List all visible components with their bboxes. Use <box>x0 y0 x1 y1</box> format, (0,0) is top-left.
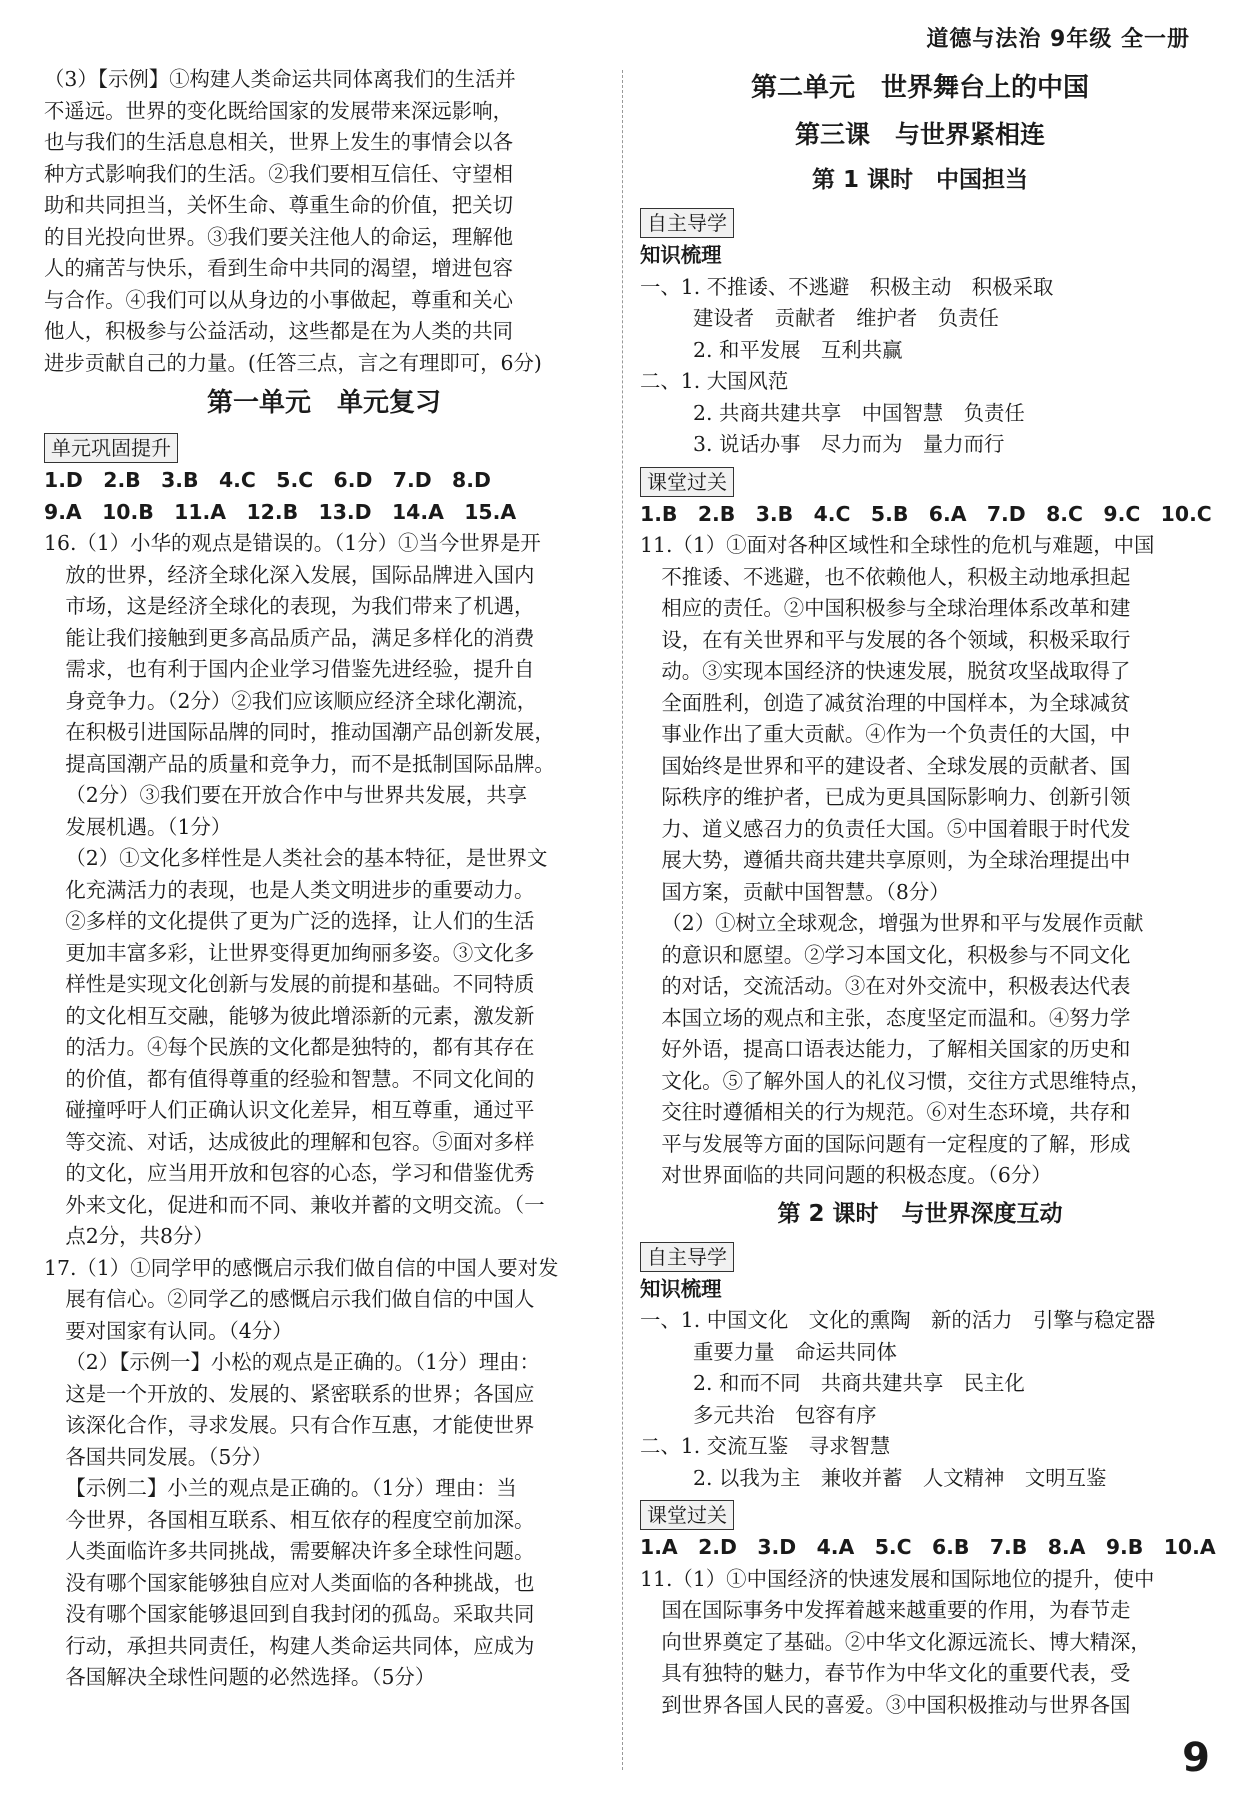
text-line: 提高国潮产品的质量和竞争力，而不是抵制国际品牌。 <box>65 751 555 776</box>
unit-title: 第二单元 世界舞台上的中国 <box>750 73 1089 103</box>
text-line: 力、道义感召力的负责任大国。⑤中国着眼于时代发 <box>661 816 1131 841</box>
knowledge-line: 3. 说话办事 尽力而为 量力而行 <box>693 432 1005 456</box>
period2-title: 第 2 课时 与世界深度互动 <box>777 1200 1063 1227</box>
text-line: （2）【示例一】小松的观点是正确的。（1分）理由： <box>65 1350 540 1374</box>
text-line: 外来文化，促进和而不同、兼收并蓄的文明交流。（一 <box>65 1192 545 1217</box>
choice-answers: 1.D 2.B 3.B 4.C 5.C 6.D 7.D 8.D <box>44 468 491 492</box>
text-line: 的价值，都有值得尊重的经验和智慧。不同文化间的 <box>65 1066 535 1091</box>
text-line: 放的世界，经济全球化深入发展，国际品牌进入国内 <box>65 562 535 587</box>
knowledge-line: 二、1. 大国风范 <box>640 369 789 393</box>
section-tag-review: 单元巩固提升 <box>44 433 178 463</box>
knowledge-line: 2. 共商共建共享 中国智慧 负责任 <box>693 400 1025 425</box>
choice-answers: 1.A 2.D 3.D 4.A 5.C 6.B 7.B 8.A 9.B 10.A <box>640 1535 1216 1559</box>
knowledge-line: 建设者 贡献者 维护者 负责任 <box>693 306 999 330</box>
text-line: 也与我们的生活息息相关，世界上发生的事情会以各 <box>44 130 513 154</box>
text-line: 交往时遵循相关的行为规范。⑥对生态环境，共存和 <box>661 1100 1131 1124</box>
text-line: 市场，这是经济全球化的表现，为我们带来了机遇， <box>65 594 535 618</box>
choice-answers: 9.A 10.B 11.A 12.B 13.D 14.A 15.A <box>44 499 517 524</box>
column-divider <box>622 70 623 1770</box>
text-line: 国始终是世界和平的建设者、全球发展的贡献者、国 <box>661 753 1131 778</box>
text-line: 的活力。④每个民族的文化都是独特的，都有其存在 <box>65 1035 535 1059</box>
text-line: 展有信心。②同学乙的感慨启示我们做自信的中国人 <box>65 1287 535 1311</box>
right-column <box>640 64 1216 1721</box>
text-line: 各国解决全球性问题的必然选择。（5分） <box>65 1665 436 1689</box>
text-line: 11.（1）①面对各种区域性和全球性的危机与难题，中国 <box>640 533 1155 557</box>
text-line: （2）①树立全球观念，增强为世界和平与发展作贡献 <box>661 911 1144 935</box>
text-line: 没有哪个国家能够退回到自我封闭的孤岛。采取共同 <box>65 1602 535 1626</box>
text-line: 等交流、对话，达成彼此的理解和包容。⑤面对多样 <box>65 1129 535 1154</box>
q17-answer <box>44 1253 604 1694</box>
knowledge-line: 2. 以我为主 兼收并蓄 人文精神 文明互鉴 <box>693 1465 1107 1490</box>
text-line: 需求，也有利于国内企业学习借鉴先进经验，提升自 <box>65 657 535 681</box>
knowledge-line: 二、1. 交流互鉴 寻求智慧 <box>640 1434 891 1458</box>
text-line: 展大势，遵循共商共建共享原则，为全球治理提出中 <box>661 848 1131 872</box>
knowledge-line: 重要力量 命运共同体 <box>693 1339 897 1364</box>
text-line: 助和共同担当，关怀生命、尊重生命的价值，把关切 <box>44 193 513 217</box>
text-line: ②多样的文化提供了更为广泛的选择，让人们的生活 <box>65 909 535 933</box>
text-line: 平与发展等方面的国际问题有一定程度的了解，形成 <box>661 1131 1131 1156</box>
text-line: 的文化相互交融，能够为彼此增添新的元素，激发新 <box>65 1003 535 1028</box>
text-line: 的意识和愿望。②学习本国文化，积极参与不同文化 <box>661 942 1131 967</box>
text-line: 文化。⑤了解外国人的礼仪习惯，交往方式思维特点， <box>661 1068 1151 1093</box>
knowledge-line: 多元共治 包容有序 <box>693 1402 877 1427</box>
text-line: 人的痛苦与快乐，看到生命中共同的渴望，增进包容 <box>44 256 513 280</box>
section-tag-self-study: 自主导学 <box>640 1242 734 1272</box>
text-line: 种方式影响我们的生活。②我们要相互信任、守望相 <box>44 161 513 186</box>
q16-answer <box>44 528 604 1253</box>
text-line: 进步贡献自己的力量。(任答三点，言之有理即可，6分) <box>44 350 542 375</box>
text-line: 化充满活力的表现，也是人类文明进步的重要动力。 <box>65 877 535 902</box>
section-tag-class: 课堂过关 <box>640 467 734 497</box>
text-line: 身竞争力。（2分）②我们应该顺应经济全球化潮流， <box>65 688 538 713</box>
text-line: 要对国家有认同。（4分） <box>65 1318 293 1343</box>
period1-title: 第 1 课时 中国担当 <box>811 167 1029 193</box>
text-line: 他人，积极参与公益活动，这些都是在为人类的共同 <box>44 319 513 343</box>
knowledge-heading: 知识梳理 <box>640 243 722 267</box>
text-line: 动。③实现本国经济的快速发展，脱贫攻坚战取得了 <box>661 659 1131 683</box>
text-line: 没有哪个国家能够独自应对人类面临的各种挑战，也 <box>65 1570 535 1595</box>
choice-answers: 1.B 2.B 3.B 4.C 5.B 6.A 7.D 8.C 9.C 10.C <box>640 501 1212 526</box>
q3-answer <box>44 64 604 379</box>
text-line: 的文化，应当用开放和包容的心态，学习和借鉴优秀 <box>65 1161 535 1185</box>
text-line: 对世界面临的共同问题的积极态度。（6分） <box>661 1163 1052 1187</box>
text-line: 本国立场的观点和主张，态度坚定而温和。④努力学 <box>661 1005 1131 1030</box>
p1-q11-answer <box>640 530 1200 1192</box>
text-line: 全面胜利，创造了减贫治理的中国样本，为全球减贫 <box>661 690 1131 715</box>
text-line: 碰撞呼吁人们正确认识文化差异，相互尊重，通过平 <box>65 1098 535 1122</box>
text-line: 16.（1）小华的观点是错误的。（1分）①当今世界是开 <box>44 531 541 555</box>
text-line: 更加丰富多彩，让世界变得更加绚丽多姿。③文化多 <box>65 940 535 965</box>
knowledge-line: 2. 和而不同 共商共建共享 民主化 <box>693 1371 1025 1395</box>
knowledge-line: 2. 和平发展 互利共赢 <box>693 337 903 362</box>
text-line: 发展机遇。（1分） <box>65 814 232 839</box>
text-line: 向世界奠定了基础。②中华文化源远流长、博大精深， <box>661 1629 1151 1654</box>
text-line: 的对话，交流活动。③在对外交流中，积极表达代表 <box>661 974 1131 998</box>
text-line: 这是一个开放的、发展的、紧密联系的世界；各国应 <box>65 1381 535 1406</box>
knowledge-line: 一、1. 不推诿、不逃避 积极主动 积极采取 <box>640 274 1054 299</box>
knowledge-line: 一、1. 中国文化 文化的熏陶 新的活力 引擎与稳定器 <box>640 1308 1156 1332</box>
unit-review-title: 第一单元 单元复习 <box>206 388 441 418</box>
text-line: （3）【示例】①构建人类命运共同体离我们的生活并 <box>44 67 516 91</box>
text-line: 不遥远。世界的变化既给国家的发展带来深远影响， <box>44 98 513 123</box>
text-line: 样性是实现文化创新与发展的前提和基础。不同特质 <box>65 972 535 996</box>
text-line: 今世界，各国相互联系、相互依存的程度空前加深。 <box>65 1507 535 1532</box>
text-line: 【示例二】小兰的观点是正确的。（1分）理由：当 <box>65 1476 517 1500</box>
text-line: 具有独特的魅力，春节作为中华文化的重要代表，受 <box>661 1661 1131 1685</box>
text-line: 设，在有关世界和平与发展的各个领域，积极采取行 <box>661 627 1131 652</box>
text-line: 不推诿、不逃避，也不依赖他人，积极主动地承担起 <box>661 564 1131 589</box>
text-line: 人类面临许多共同挑战，需要解决许多全球性问题。 <box>65 1539 535 1563</box>
text-line: 事业作出了重大贡献。④作为一个负责任的大国，中 <box>661 722 1131 746</box>
text-line: 行动，承担共同责任，构建人类命运共同体，应成为 <box>65 1633 535 1658</box>
text-line: 能让我们接触到更多高品质产品，满足多样化的消费 <box>65 625 535 650</box>
left-column <box>44 64 604 1694</box>
text-line: 该深化合作，寻求发展。只有合作互惠，才能使世界 <box>65 1413 535 1437</box>
text-line: 国方案，贡献中国智慧。（8分） <box>661 879 950 904</box>
text-line: 到世界各国人民的喜爱。③中国积极推动与世界各国 <box>661 1692 1131 1717</box>
text-line: （2）①文化多样性是人类社会的基本特征，是世界文 <box>65 846 548 870</box>
text-line: 17.（1）①同学甲的感慨启示我们做自信的中国人要对发 <box>44 1255 559 1280</box>
knowledge-heading: 知识梳理 <box>640 1276 722 1301</box>
p2-q11-answer <box>640 1564 1200 1722</box>
section-tag-class: 课堂过关 <box>640 1500 734 1530</box>
text-line: 相应的责任。②中国积极参与全球治理体系改革和建 <box>661 596 1131 620</box>
text-line: 好外语，提高口语表达能力，了解相关国家的历史和 <box>661 1037 1131 1061</box>
text-line: 11.（1）①中国经济的快速发展和国际地位的提升，使中 <box>640 1566 1155 1591</box>
page-number: 9 <box>1182 1735 1210 1781</box>
text-line: 际秩序的维护者，已成为更具国际影响力、创新引领 <box>661 785 1131 809</box>
text-line: （2分）③我们要在开放合作中与世界共发展，共享 <box>65 783 527 807</box>
text-line: 国在国际事务中发挥着越来越重要的作用，为春节走 <box>661 1598 1131 1622</box>
text-line: 的目光投向世界。③我们要关注他人的命运，理解他 <box>44 224 513 249</box>
lesson-title: 第三课 与世界紧相连 <box>794 120 1045 149</box>
text-line: 在积极引进国际品牌的同时，推动国潮产品创新发展， <box>65 720 555 744</box>
text-line: 与合作。④我们可以从身边的小事做起，尊重和关心 <box>44 287 513 312</box>
page-header: 道德与法治 9年级 全一册 <box>926 27 1190 52</box>
text-line: 点2分，共8分） <box>65 1224 214 1248</box>
section-tag-self-study: 自主导学 <box>640 208 734 238</box>
text-line: 各国共同发展。（5分） <box>65 1444 273 1469</box>
